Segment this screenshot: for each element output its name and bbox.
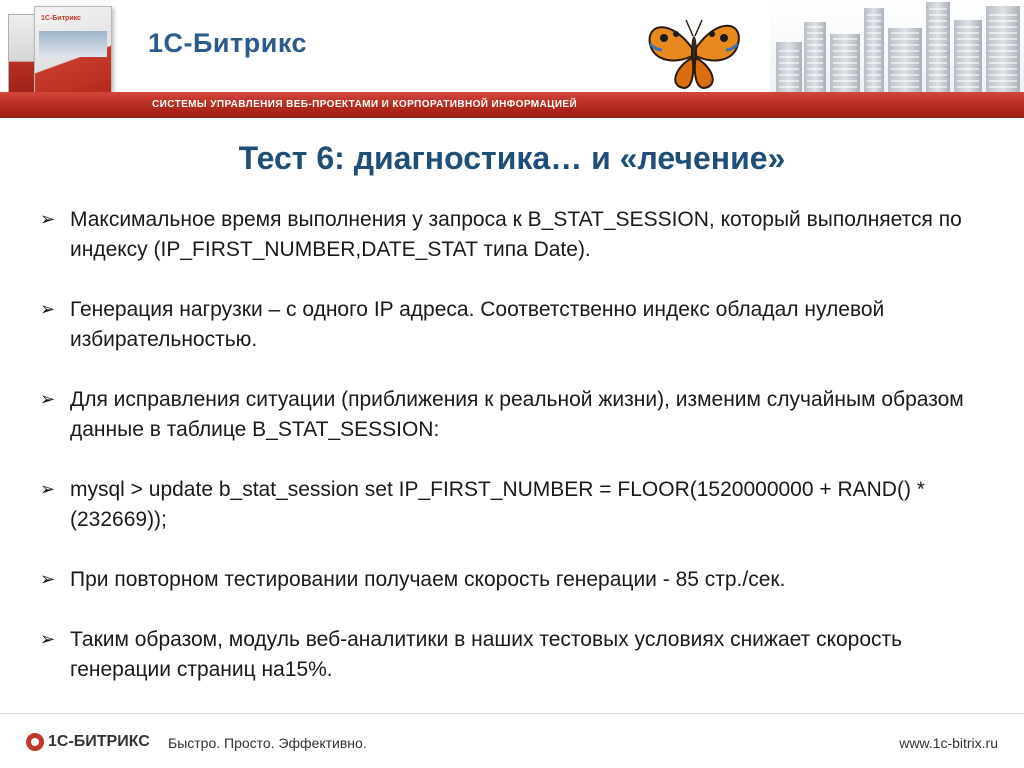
footer-slogan: Быстро. Просто. Эффективно. bbox=[168, 735, 367, 751]
bullet-text: mysql > update b_stat_session set IP_FIRST_NUMBER = FLOOR(1520000000 + RAND() * (232669)); bbox=[70, 478, 925, 531]
bullet-text: Для исправления ситуации (приближения к реальной жизни), изменим случайным образом данные в таблице B_STAT_SESSION: bbox=[70, 388, 964, 441]
list-item bbox=[36, 385, 986, 445]
list-item bbox=[36, 295, 986, 355]
brand-title: 1С-Битрикс bbox=[148, 28, 307, 58]
arrow-bullet-icon: ➢ bbox=[40, 299, 56, 320]
arrow-bullet-icon: ➢ bbox=[40, 479, 56, 500]
arrow-bullet-icon: ➢ bbox=[40, 629, 56, 650]
bullet-text: При повторном тестировании получаем скорость генерации - 85 стр./сек. bbox=[70, 568, 786, 591]
list-item bbox=[36, 205, 986, 265]
bitrix-logo-icon bbox=[26, 733, 44, 751]
bullet-text: Таким образом, модуль веб-аналитики в наших тестовых условиях снижает скорость генерации страниц на15%. bbox=[70, 628, 903, 681]
butterfly-icon bbox=[640, 8, 748, 96]
arrow-bullet-icon: ➢ bbox=[40, 569, 56, 590]
footer-logo[interactable] bbox=[26, 731, 150, 753]
footer-url-link[interactable]: www.1c-bitrix.ru bbox=[899, 735, 998, 751]
arrow-bullet-icon: ➢ bbox=[40, 389, 56, 410]
arrow-bullet-icon: ➢ bbox=[40, 209, 56, 230]
bullet-text: Максимальное время выполнения у запроса к B_STAT_SESSION, который выполняется по индексу (IP_FIRST_NUMBER,DATE_STAT типа Date). bbox=[70, 208, 962, 261]
list-item bbox=[36, 625, 986, 685]
slide-title: Тест 6: диагностика… и «лечение» bbox=[238, 140, 786, 176]
list-item bbox=[36, 565, 986, 595]
header-tagline: СИСТЕМЫ УПРАВЛЕНИЯ ВЕБ-ПРОЕКТАМИ И КОРПОРАТИВНОЙ ИНФОРМАЦИЕЙ bbox=[152, 99, 578, 110]
product-box-image: 1С-Битрикс bbox=[8, 6, 112, 98]
bullet-list bbox=[36, 205, 986, 715]
header-tagline-bar bbox=[0, 92, 1024, 118]
footer-divider bbox=[0, 713, 1024, 714]
slide-header bbox=[0, 0, 1024, 120]
city-skyline-image bbox=[770, 0, 1024, 92]
bullet-text: Генерация нагрузки – с одного IP адреса. Соответственно индекс обладал нулевой избирательностью. bbox=[70, 298, 885, 351]
list-item bbox=[36, 475, 986, 535]
footer-logo-text: 1С-БИТРИКС bbox=[48, 733, 150, 750]
